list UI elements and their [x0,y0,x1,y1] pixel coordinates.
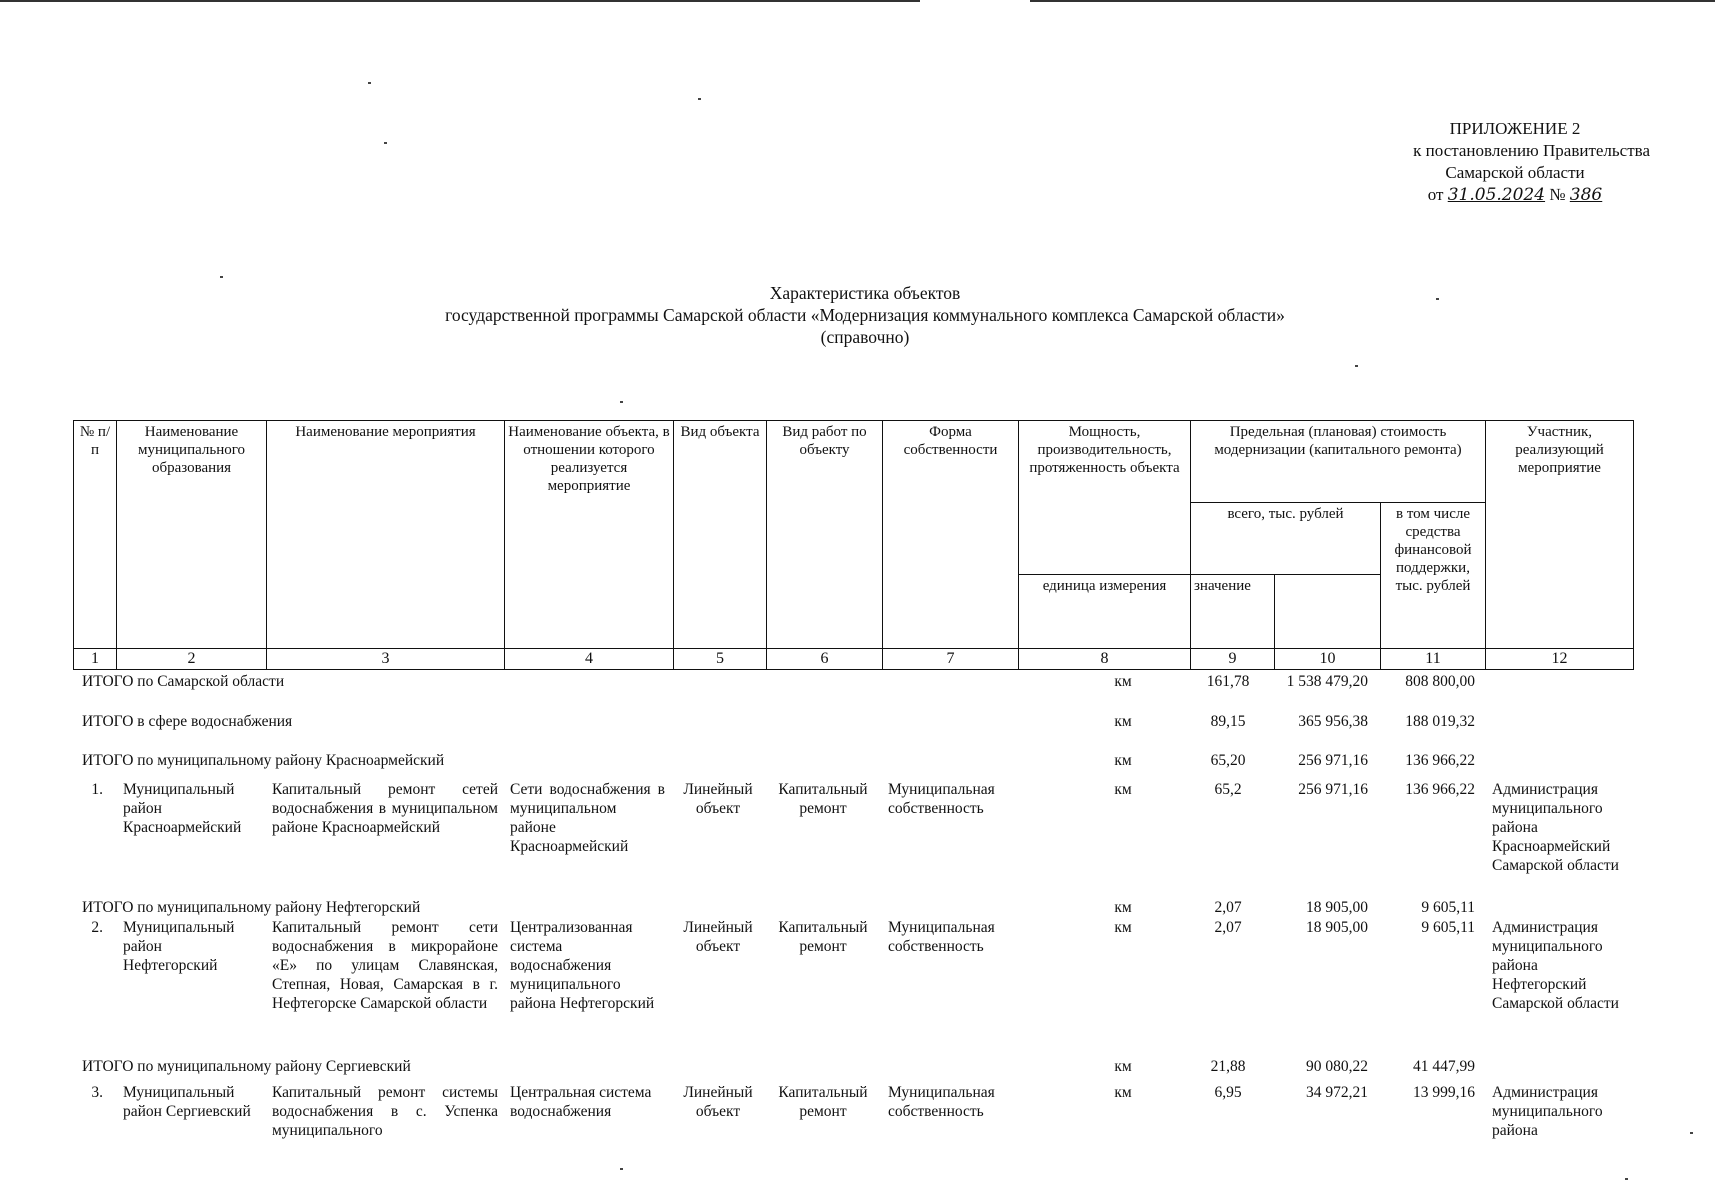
participant: Администрация муниципального района [1492,1084,1603,1139]
title-line3: (справочно) [820,327,910,347]
value: 89,15 [1210,713,1246,730]
value: 65,20 [1210,752,1246,769]
object-name: Центральная система водоснабжения [510,1084,652,1120]
support-cost: 41 447,99 [1413,1058,1475,1075]
scan-speck [1355,365,1358,367]
support-cost: 9 605,11 [1421,899,1475,916]
value: 6,95 [1214,1084,1242,1101]
unit: км [1114,919,1132,936]
header-col5: Вид объекта [674,421,767,649]
object-name: Централизованная система водоснабжения муниципального района Нефтегорский [510,919,655,1012]
total-cost: 1 538 479,20 [1286,673,1368,690]
colnum: 11 [1381,649,1486,670]
object-kind: Линейный объект [683,781,753,817]
support-cost: 188 019,32 [1405,713,1475,730]
ownership: Муниципальная собственность [888,781,995,817]
header-cost-empty [1275,575,1381,649]
total-cost: 256 971,16 [1298,752,1368,769]
header-unit: единица измерения [1019,575,1191,649]
header-cost-total: всего, тыс. рублей [1191,503,1381,575]
total-label: ИТОГО по муниципальному району Сергиевский [82,1058,411,1075]
title-line1: Характеристика объектов [769,283,961,303]
unit: км [1114,673,1132,690]
activity: Капитальный ремонт системы водоснабжения в с. Успенка муниципального [272,1084,498,1139]
appendix-label: ПРИЛОЖЕНИЕ 2 [1449,119,1581,138]
work-kind: Капитальный ремонт [778,781,868,817]
work-kind: Капитальный ремонт [778,919,868,955]
ownership: Муниципальная собственность [888,1084,995,1120]
total-label: ИТОГО по муниципальному району Красноармейский [82,752,445,769]
header-cost-group: Предельная (плановая) стоимость модернизации (капитального ремонта) [1191,421,1486,503]
appendix-line2: к постановлению Правительства [1413,141,1650,160]
total-label: ИТОГО по Самарской области [82,673,285,690]
scan-edge-left [0,0,920,2]
colnum: 2 [117,649,267,670]
value: 2,07 [1214,899,1242,916]
total-cost: 34 972,21 [1306,1084,1368,1101]
header-cost-support: в том числе средства финансовой поддержки, тыс. рублей [1381,503,1486,649]
header-col3: Наименование мероприятия [267,421,505,649]
row-number: 2. [91,919,103,936]
number-prefix: № [1549,185,1566,204]
header-col12: Участник, реализующий мероприятие [1486,421,1634,649]
total-cost: 365 956,38 [1298,713,1368,730]
scan-speck [1690,1132,1693,1134]
support-cost: 808 800,00 [1405,673,1475,690]
ownership: Муниципальная собственность [888,919,995,955]
scan-speck [1436,298,1439,300]
total-label: ИТОГО в сфере водоснабжения [82,713,293,730]
document-title [300,282,1430,348]
support-cost: 9 605,11 [1421,919,1475,936]
date-prefix: от [1427,185,1444,204]
colnum: 6 [767,649,883,670]
municipality: Муниципальный район Нефтегорский [123,919,235,974]
work-kind: Капитальный ремонт [778,1084,868,1120]
municipality: Муниципальный район Красноармейский [123,781,242,836]
appendix-block [1240,118,1650,206]
participant: Администрация муниципального района Красноармейский Самарской области [1492,781,1619,874]
value: 65,2 [1214,781,1242,798]
colnum: 4 [505,649,674,670]
header-col4: Наименование объекта, в отношении которого реализуется мероприятие [505,421,674,649]
object-kind: Линейный объект [683,1084,753,1120]
handwritten-number: 386 [1569,185,1603,205]
scan-speck [620,401,623,403]
value: 2,07 [1214,919,1242,936]
scan-speck [368,82,371,84]
appendix-line3: Самарской области [1445,163,1585,182]
header-value: значение [1191,575,1275,649]
row-number: 1. [91,781,103,798]
activity: Капитальный ремонт сетей водоснабжения в муниципальном районе Красноармейский [272,781,498,836]
total-cost: 256 971,16 [1298,781,1368,798]
object-kind: Линейный объект [683,919,753,955]
total-cost: 18 905,00 [1306,899,1368,916]
support-cost: 136 966,22 [1405,752,1475,769]
unit: км [1114,713,1132,730]
colnum: 1 [74,649,117,670]
value: 21,88 [1210,1058,1246,1075]
value: 161,78 [1206,673,1250,690]
colnum: 10 [1275,649,1381,670]
colnum: 12 [1486,649,1634,670]
title-line2: государственной программы Самарской области «Модернизация коммунального комплекса Самарской области» [445,305,1285,325]
scan-speck [220,276,223,278]
object-name: Сети водоснабжения в муниципальном районе Красноармейский [510,781,665,855]
colnum: 3 [267,649,505,670]
header-col8: Мощность, производительность, протяженность объекта [1019,421,1191,575]
total-cost: 18 905,00 [1306,919,1368,936]
scan-speck [620,1168,623,1170]
header-col6: Вид работ по объекту [767,421,883,649]
unit: км [1114,899,1132,916]
participant: Администрация муниципального района Нефтегорский Самарской области [1492,919,1619,1012]
colnum: 7 [883,649,1019,670]
colnum: 5 [674,649,767,670]
scan-speck [698,98,701,100]
appendix-date-line [1380,184,1650,206]
unit: км [1114,781,1132,798]
unit: км [1114,752,1132,769]
scan-edge-right [1030,0,1715,2]
unit: км [1114,1058,1132,1075]
support-cost: 13 999,16 [1413,1084,1475,1101]
header-col2: Наименование муниципального образования [117,421,267,649]
header-col7: Форма собственности [883,421,1019,649]
unit: км [1114,1084,1132,1101]
scan-speck [384,142,387,144]
row-number: 3. [91,1084,103,1101]
handwritten-date: 31.05.2024 [1447,185,1546,205]
total-cost: 90 080,22 [1306,1058,1368,1075]
column-numbers-row [74,649,1634,670]
total-label: ИТОГО по муниципальному району Нефтегорский [82,899,421,916]
municipality: Муниципальный район Сергиевский [123,1084,251,1120]
colnum: 8 [1019,649,1191,670]
header-table [73,420,1634,670]
header-col1: № п/п [74,421,117,649]
activity: Капитальный ремонт сети водоснабжения в микрорайоне «Е» по улицам Славянская, Степная, Новая, Самарская в г. Нефтегорске Самарской области [272,919,498,1012]
support-cost: 136 966,22 [1405,781,1475,798]
scan-speck [1625,1178,1628,1180]
colnum: 9 [1191,649,1275,670]
